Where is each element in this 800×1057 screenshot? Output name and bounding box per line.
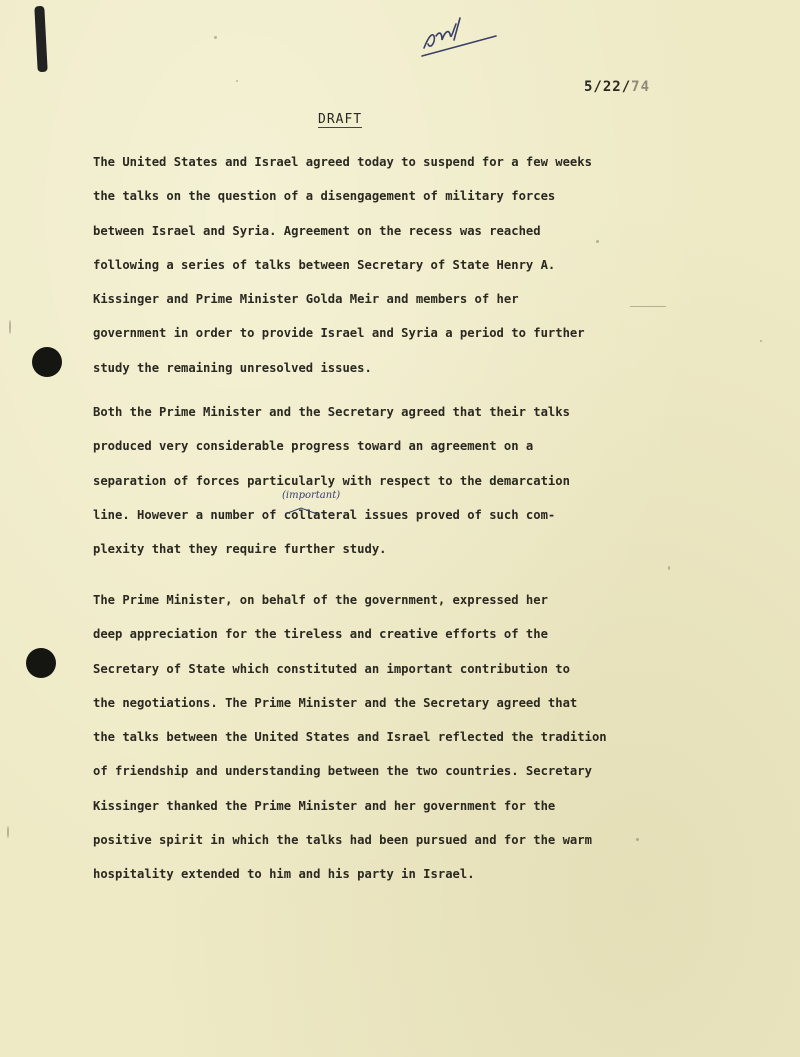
paragraph-line: between Israel and Syria. Agreement on the recess was reached [93,223,541,238]
handwritten-initials [418,14,508,64]
scan-speck [596,240,599,243]
scan-speck [668,566,670,570]
paragraph-line: produced very considerable progress toward an agreement on a [93,439,534,454]
paragraph-line: government in order to provide Israel and Syria a period to further [93,326,585,341]
document-title: DRAFT [318,112,363,127]
punch-hole-lower [26,648,56,678]
date-text: 5/22/ [584,79,632,95]
paragraph-line: deep appreciation for the tireless and creative efforts of the [93,627,548,642]
paragraph-line: The Prime Minister, on behalf of the government, expressed her [93,593,548,607]
paragraph-3 [93,583,633,892]
scan-speck [7,826,9,838]
paragraph-2 [93,395,633,566]
paragraph-line: Both the Prime Minister and the Secretary agreed that their talks [93,405,570,419]
document-date [584,79,650,95]
paragraph-line: plexity that they require further study. [93,542,387,557]
paragraph-line: separation of forces particularly with respect to the demarcation [93,473,570,488]
paragraph-line: of friendship and understanding between the two countries. Secretary [93,764,592,779]
paragraph-line: the negotiations. The Prime Minister and the Secretary agreed that [93,695,578,710]
handwritten-insertion: (important) [282,490,341,501]
paragraph-line: the talks between the United States and Israel reflected the tradition [93,730,607,745]
scan-speck [214,36,217,39]
staple-mark [34,6,47,72]
insertion-caret-icon [283,506,319,516]
scan-speck [760,340,762,342]
paragraph-line: hospitality extended to him and his party in Israel. [93,867,475,882]
date-faded-text: 74 [631,79,651,95]
paragraph-line: Kissinger and Prime Minister Golda Meir and members of her [93,292,519,307]
scan-speck [9,320,11,334]
paragraph-line: following a series of talks between Secretary of State Henry A. [93,257,556,272]
paragraph-line: the talks on the question of a disengagement of military forces [93,189,556,204]
punch-hole-upper [32,347,62,377]
paragraph-line: line. However a number of collateral issues proved of such com- [93,507,556,522]
scan-speck [630,306,666,307]
paragraph-line: positive spirit in which the talks had been pursued and for the warm [93,833,592,848]
paragraph-line: Secretary of State which constituted an important contribution to [93,661,570,676]
scan-speck [236,80,238,82]
paragraph-line: The United States and Israel agreed today to suspend for a few weeks [93,155,592,169]
paragraph-line: Kissinger thanked the Prime Minister and her government for the [93,798,556,813]
scan-speck [636,838,639,841]
paragraph-1 [93,145,633,385]
paragraph-line: study the remaining unresolved issues. [93,360,372,375]
